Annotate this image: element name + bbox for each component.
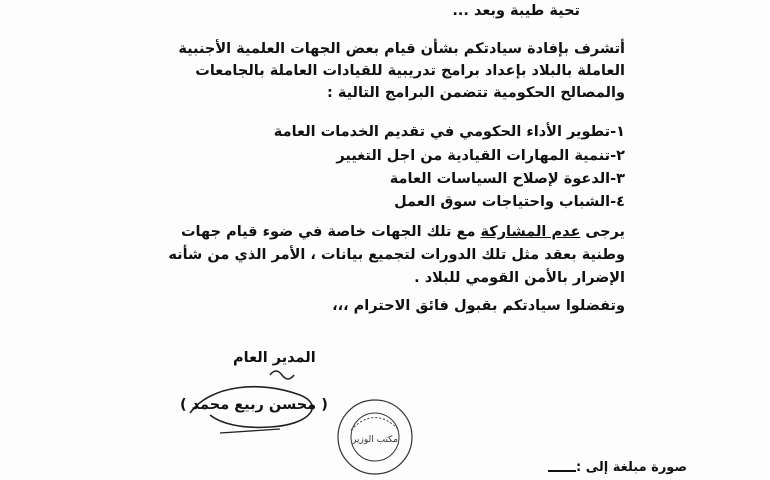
cc-dash bbox=[548, 470, 576, 472]
request-emphasis: عدم المشاركة bbox=[480, 224, 581, 240]
paragraph-line-3: والمصالح الحكومية تتضمن البرامج التالية : bbox=[326, 85, 625, 101]
cc-label: صورة مبلغة إلى : bbox=[576, 460, 688, 475]
signatory-title: المدير العام bbox=[233, 350, 316, 366]
request-line-1 bbox=[181, 223, 625, 241]
greeting: تحية طيبة وبعد ... bbox=[452, 3, 580, 19]
stamp-text: مكتب الوزير bbox=[352, 435, 398, 445]
program-item-1: ١-تطوير الأداء الحكومي في تقديم الخدمات العامة bbox=[273, 124, 625, 140]
paragraph-line-1: أتشرف بإفادة سيادتكم بشأن قيام بعض الجهات العلمية الأجنبية bbox=[178, 41, 625, 57]
program-item-3: ٣-الدعوة لإصلاح السياسات العامة bbox=[389, 171, 625, 187]
ministry-stamp bbox=[335, 395, 415, 480]
request-prefix: يرجى bbox=[580, 224, 625, 240]
paragraph-line-2: العاملة بالبلاد بإعداد برامج تدريبية للقيادات العاملة بالجامعات bbox=[195, 63, 625, 79]
request-line-3: الإضرار بالأمن القومي للبلاد . bbox=[414, 270, 625, 286]
request-suffix: مع تلك الجهات خاصة في ضوء قيام جهات bbox=[180, 224, 481, 240]
request-line-2: وطنية بعقد مثل تلك الدورات لتجميع بيانات ، الأمر الذي من شأنه bbox=[168, 247, 625, 263]
program-item-4: ٤-الشباب واحتياجات سوق العمل bbox=[394, 194, 625, 210]
program-item-2: ٢-تنمية المهارات القيادية من اجل التغيير bbox=[336, 148, 625, 164]
closing-line: وتفضلوا سيادتكم بقبول فائق الاحترام ،،، bbox=[332, 298, 625, 314]
signatory-name: ( محسن ربيع محمد ) bbox=[180, 397, 328, 413]
